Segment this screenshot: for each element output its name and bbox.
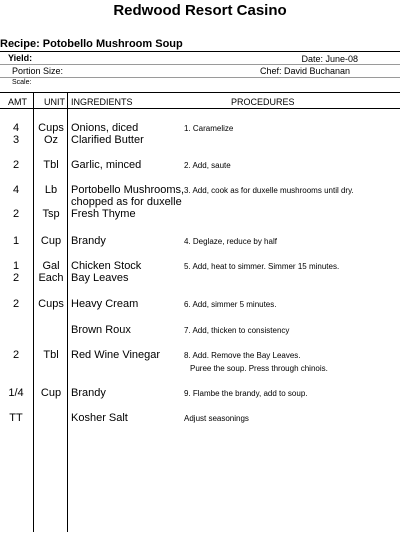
- recipe-name: Recipe: Potobello Mushroom Soup: [0, 38, 183, 50]
- procedure-cell: [184, 412, 398, 425]
- procedure-cell-line: 3. Add, cook as for duxelle mushrooms until dry.: [184, 186, 354, 195]
- amount-cell: [0, 387, 32, 399]
- ingredient-cell-line: Brandy: [71, 387, 106, 399]
- amount-cell: [0, 260, 32, 284]
- procedure-cell: [184, 349, 398, 375]
- divider: [0, 108, 400, 109]
- chef-label: Chef: David Buchanan: [259, 66, 350, 76]
- unit-cell: [36, 387, 66, 399]
- procedure-cell-line: Adjust seasonings: [184, 414, 249, 423]
- ingredient-cell-line: Red Wine Vinegar: [71, 349, 161, 361]
- ingredient-cell-line: Brandy: [71, 235, 106, 247]
- procedure-cell-line: 6. Add, simmer 5 minutes.: [184, 300, 277, 309]
- ingredient-cell-line: Portobello Mushrooms,: [71, 184, 185, 196]
- ingredient-cell-line: Kosher Salt: [71, 412, 128, 424]
- amount-cell-line: 2: [12, 208, 20, 220]
- procedure-cell: [184, 260, 398, 273]
- ingredient-cell: [71, 260, 183, 284]
- amount-cell-line: 2: [12, 159, 20, 171]
- ingredient-cell: [71, 122, 183, 146]
- ingredient-cell: [71, 412, 183, 424]
- amount-cell-line: 2: [12, 298, 20, 310]
- unit-cell-line: [36, 324, 66, 336]
- amount-cell: [0, 184, 32, 220]
- amount-cell-line: [0, 324, 32, 336]
- divider: [0, 92, 400, 93]
- ingredient-cell: [71, 387, 183, 399]
- amount-cell-line: 2: [12, 272, 20, 284]
- ingredient-cell: [71, 235, 183, 247]
- unit-cell-line: Oz: [43, 134, 59, 146]
- ingredient-cell-line: Heavy Cream: [71, 298, 139, 310]
- divider: [0, 64, 400, 65]
- unit-cell: [36, 122, 66, 146]
- amount-cell-line: TT: [9, 412, 23, 424]
- amount-cell: [0, 298, 32, 310]
- unit-cell: [36, 235, 66, 247]
- procedure-cell-line: 7. Add, thicken to consistency: [184, 326, 290, 335]
- amount-cell: [0, 349, 32, 361]
- unit-cell: [36, 324, 66, 336]
- procedure-cell-line: 4. Deglaze, reduce by half: [184, 237, 277, 246]
- unit-cell-line: Each: [38, 272, 64, 284]
- ingredient-cell-line: Chicken Stock: [71, 260, 142, 272]
- ingredient-cell-line: Bay Leaves: [71, 272, 129, 284]
- divider: [0, 51, 400, 52]
- scale-label: Scale:: [12, 79, 32, 86]
- ingredient-cell-line: chopped as for duxelle: [71, 196, 182, 208]
- procedure-cell: [184, 387, 398, 400]
- unit-cell-line: Cups: [38, 122, 64, 134]
- procedure-cell: [184, 159, 398, 172]
- amount-cell: [0, 122, 32, 146]
- unit-cell: [36, 184, 66, 220]
- amount-cell-line: [0, 196, 32, 208]
- amount-cell-line: 4: [12, 122, 20, 134]
- unit-cell-line: [36, 196, 66, 208]
- ingredient-cell: [71, 324, 183, 336]
- ingredient-cell-line: Garlic, minced: [71, 159, 142, 171]
- portion-size-label: Portion Size:: [12, 66, 64, 76]
- amount-cell-line: 2: [12, 349, 20, 361]
- procedure-cell-line: 2. Add, saute: [184, 161, 231, 170]
- procedure-cell: [184, 324, 398, 337]
- unit-cell: [36, 298, 66, 310]
- ingredient-cell: [71, 184, 183, 220]
- procedure-cell-line: Puree the soup. Press through chinois.: [190, 364, 328, 373]
- ingredient-cell-line: Onions, diced: [71, 122, 139, 134]
- procedure-cell: [184, 122, 398, 135]
- divider: [0, 77, 400, 78]
- procedure-cell-line: 5. Add, heat to simmer. Simmer 15 minutes.: [184, 262, 340, 271]
- unit-cell-line: Cups: [38, 298, 64, 310]
- unit-cell-line: Tbl: [43, 159, 59, 171]
- ingredient-cell: [71, 159, 183, 171]
- amount-cell-line: 3: [12, 134, 20, 146]
- amount-cell-line: 1: [12, 235, 20, 247]
- unit-cell-line: Cup: [40, 387, 62, 399]
- column-header-procedures: PROCEDURES: [231, 97, 295, 107]
- unit-cell: [36, 159, 66, 171]
- yield-label: Yield:: [8, 53, 33, 63]
- unit-cell-line: Cup: [40, 235, 62, 247]
- ingredient-cell: [71, 349, 183, 361]
- amount-cell: [0, 412, 32, 424]
- amount-cell: [0, 159, 32, 171]
- ingredient-cell-line: Fresh Thyme: [71, 208, 136, 220]
- procedure-cell-line: 1. Caramelize: [184, 124, 234, 133]
- procedure-cell-line: 8. Add. Remove the Bay Leaves.: [184, 351, 301, 360]
- unit-cell-line: Tbl: [43, 349, 59, 361]
- ingredient-cell-line: Brown Roux: [71, 324, 131, 336]
- unit-cell: [36, 349, 66, 361]
- unit-cell: [36, 260, 66, 284]
- column-header-ingredients: INGREDIENTS: [71, 97, 133, 107]
- amount-cell: [0, 235, 32, 247]
- ingredient-cell-line: Clarified Butter: [71, 134, 144, 146]
- amount-cell-line: 1/4: [8, 387, 24, 399]
- page-title: Redwood Resort Casino: [113, 2, 287, 19]
- unit-cell: [36, 412, 66, 424]
- procedure-cell-line: 9. Flambe the brandy, add to soup.: [184, 389, 308, 398]
- unit-cell-line: Gal: [42, 260, 60, 272]
- column-header-amt: AMT: [8, 97, 27, 107]
- column-header-unit: UNIT: [44, 97, 65, 107]
- ingredient-cell: [71, 298, 183, 310]
- procedure-cell: [184, 298, 398, 311]
- column-divider: [67, 92, 68, 532]
- unit-cell-line: Lb: [44, 184, 58, 196]
- unit-cell-line: Tsp: [42, 208, 60, 220]
- procedure-cell: [184, 235, 398, 248]
- column-divider: [33, 92, 34, 532]
- unit-cell-line: [36, 412, 66, 424]
- date-label: Date: June-08: [301, 54, 358, 64]
- procedure-cell: [184, 184, 398, 197]
- amount-cell-line: 1: [12, 260, 20, 272]
- amount-cell: [0, 324, 32, 336]
- amount-cell-line: 4: [12, 184, 20, 196]
